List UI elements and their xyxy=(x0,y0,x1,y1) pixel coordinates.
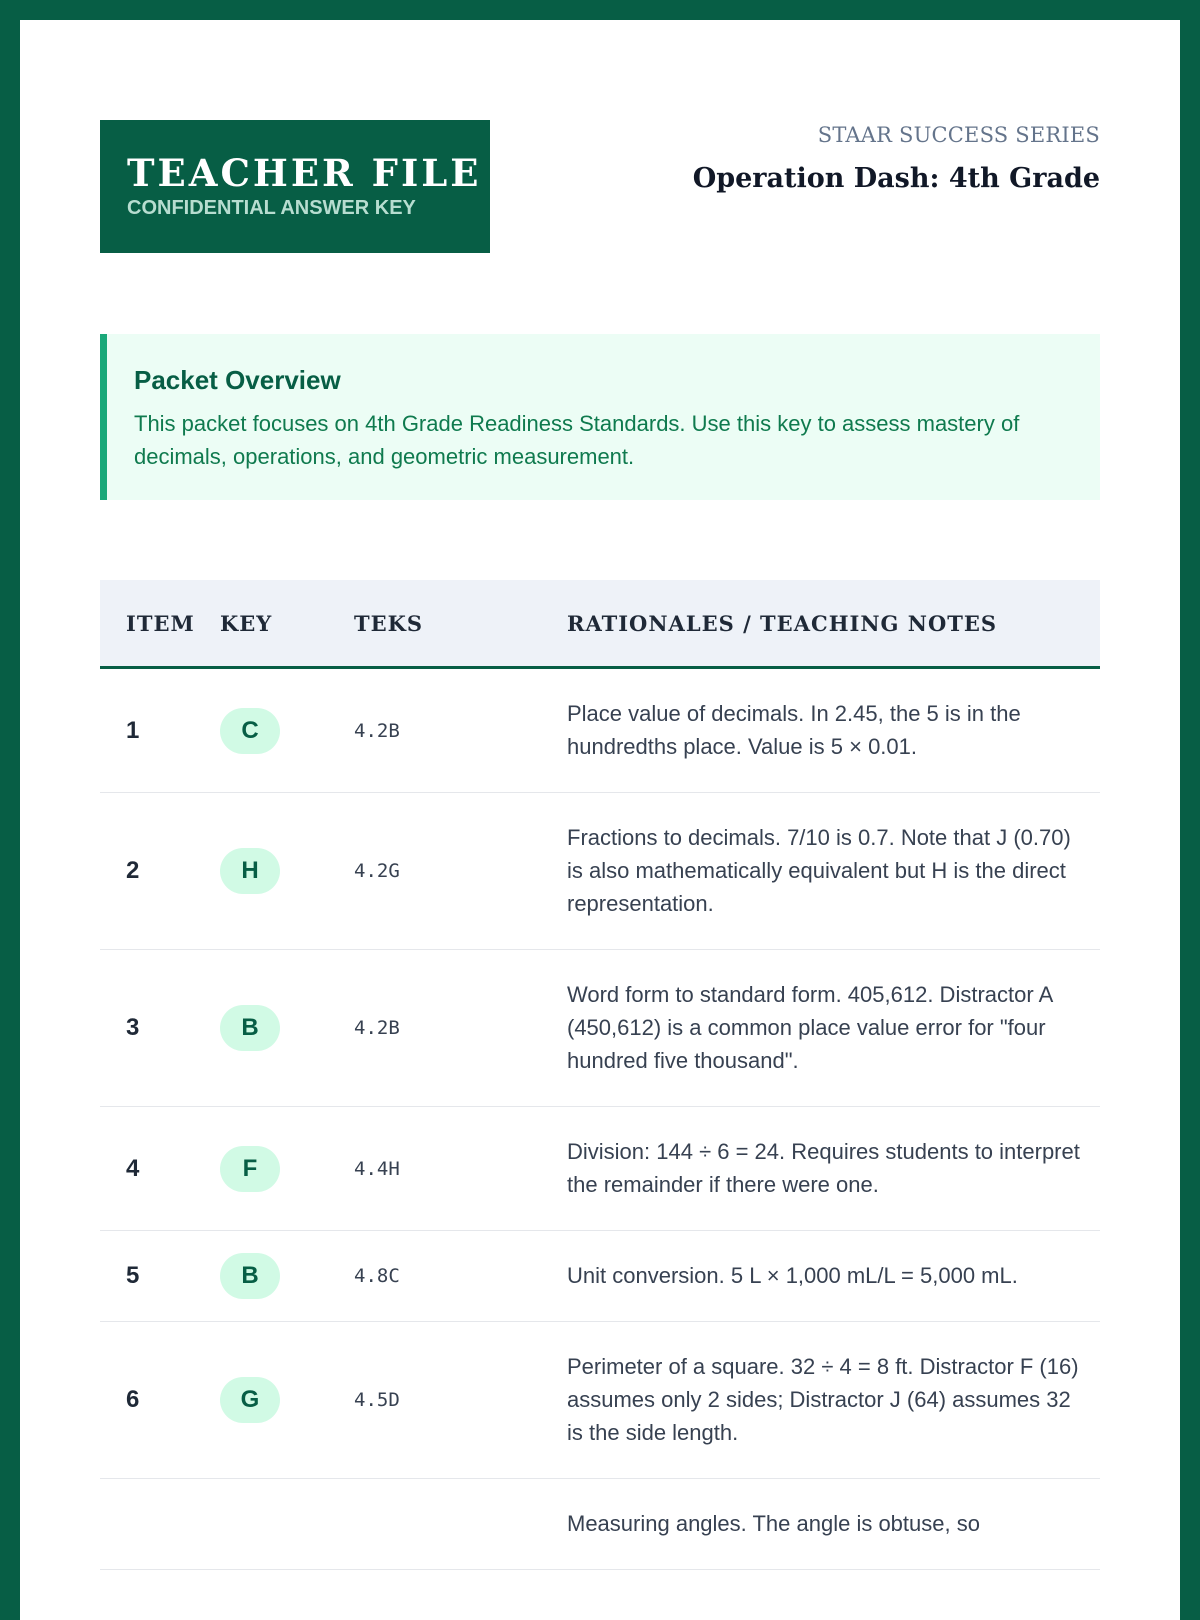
column-header-notes: RATIONALES / TEACHING NOTES xyxy=(567,580,1100,668)
teks-code: 4.2G xyxy=(354,793,567,950)
series-block xyxy=(693,120,1100,196)
series-title: Operation Dash: 4th Grade xyxy=(692,163,1100,194)
answer-key-pill: F xyxy=(220,1146,280,1192)
teks-code: 4.4H xyxy=(354,1107,567,1231)
key-cell xyxy=(220,668,354,793)
answer-key-pill: H xyxy=(220,848,280,894)
table-row xyxy=(100,1107,1100,1231)
answer-key-pill: B xyxy=(220,1253,280,1299)
key-cell xyxy=(220,950,354,1107)
item-number: 4 xyxy=(100,1107,220,1231)
rationale-note: Place value of decimals. In 2.45, the 5 is in the hundredths place. Value is 5 × 0.01. xyxy=(567,668,1100,793)
key-cell xyxy=(220,1322,354,1479)
page-content xyxy=(100,100,1100,1536)
rationale-note: Perimeter of a square. 32 ÷ 4 = 8 ft. Distractor F (16) assumes only 2 sides; Distractor J (64) assumes 32 is the side length. xyxy=(567,1322,1100,1479)
rationale-note: Division: 144 ÷ 6 = 24. Requires students to interpret the remainder if there were one. xyxy=(567,1107,1100,1231)
item-number xyxy=(100,1479,220,1570)
table-header-row xyxy=(100,580,1100,668)
series-label: STAAR SUCCESS SERIES xyxy=(817,123,1100,147)
key-cell xyxy=(220,1107,354,1231)
teks-code: 4.2B xyxy=(354,950,567,1107)
teks-code xyxy=(354,1479,567,1570)
table-row xyxy=(100,1479,1100,1570)
table-row xyxy=(100,1231,1100,1322)
column-header-item: ITEM xyxy=(100,580,220,668)
answer-key-pill: B xyxy=(220,1005,280,1051)
page-header xyxy=(100,100,1100,233)
item-number: 1 xyxy=(100,668,220,793)
badge-title: TEACHER FILE xyxy=(127,151,482,195)
item-number: 2 xyxy=(100,793,220,950)
item-number: 5 xyxy=(100,1231,220,1322)
item-number: 6 xyxy=(100,1322,220,1479)
badge-subtitle: CONFIDENTIAL ANSWER KEY xyxy=(127,197,416,219)
teks-code: 4.8C xyxy=(354,1231,567,1322)
overview-text: This packet focuses on 4th Grade Readiness Standards. Use this key to assess mastery of decimals, operations, and geometric measurement. xyxy=(134,411,1020,469)
teks-code: 4.2B xyxy=(354,668,567,793)
column-header-key: KEY xyxy=(220,580,354,668)
answer-key-table xyxy=(100,580,1100,1570)
answer-key-pill: G xyxy=(220,1377,280,1423)
key-cell xyxy=(220,1479,354,1570)
answer-key-pill: C xyxy=(220,708,280,754)
table-row xyxy=(100,950,1100,1107)
table-row xyxy=(100,668,1100,793)
key-cell xyxy=(220,793,354,950)
rationale-note: Measuring angles. The angle is obtuse, so xyxy=(567,1479,1100,1570)
table-row xyxy=(100,793,1100,950)
packet-overview-callout xyxy=(100,334,1100,500)
table-row xyxy=(100,1322,1100,1479)
column-header-teks: TEKS xyxy=(354,580,567,668)
rationale-note: Fractions to decimals. 7/10 is 0.7. Note that J (0.70) is also mathematically equivalent but H is the direct representation. xyxy=(567,793,1100,950)
teks-code: 4.5D xyxy=(354,1322,567,1479)
rationale-note: Unit conversion. 5 L × 1,000 mL/L = 5,000 mL. xyxy=(567,1231,1100,1322)
teacher-file-badge xyxy=(100,120,490,253)
answer-key-sheet xyxy=(20,20,1180,1620)
rationale-note: Word form to standard form. 405,612. Distractor A (450,612) is a common place value error for "four hundred five thousand". xyxy=(567,950,1100,1107)
key-cell xyxy=(220,1231,354,1322)
overview-title: Packet Overview xyxy=(134,365,341,395)
item-number: 3 xyxy=(100,950,220,1107)
